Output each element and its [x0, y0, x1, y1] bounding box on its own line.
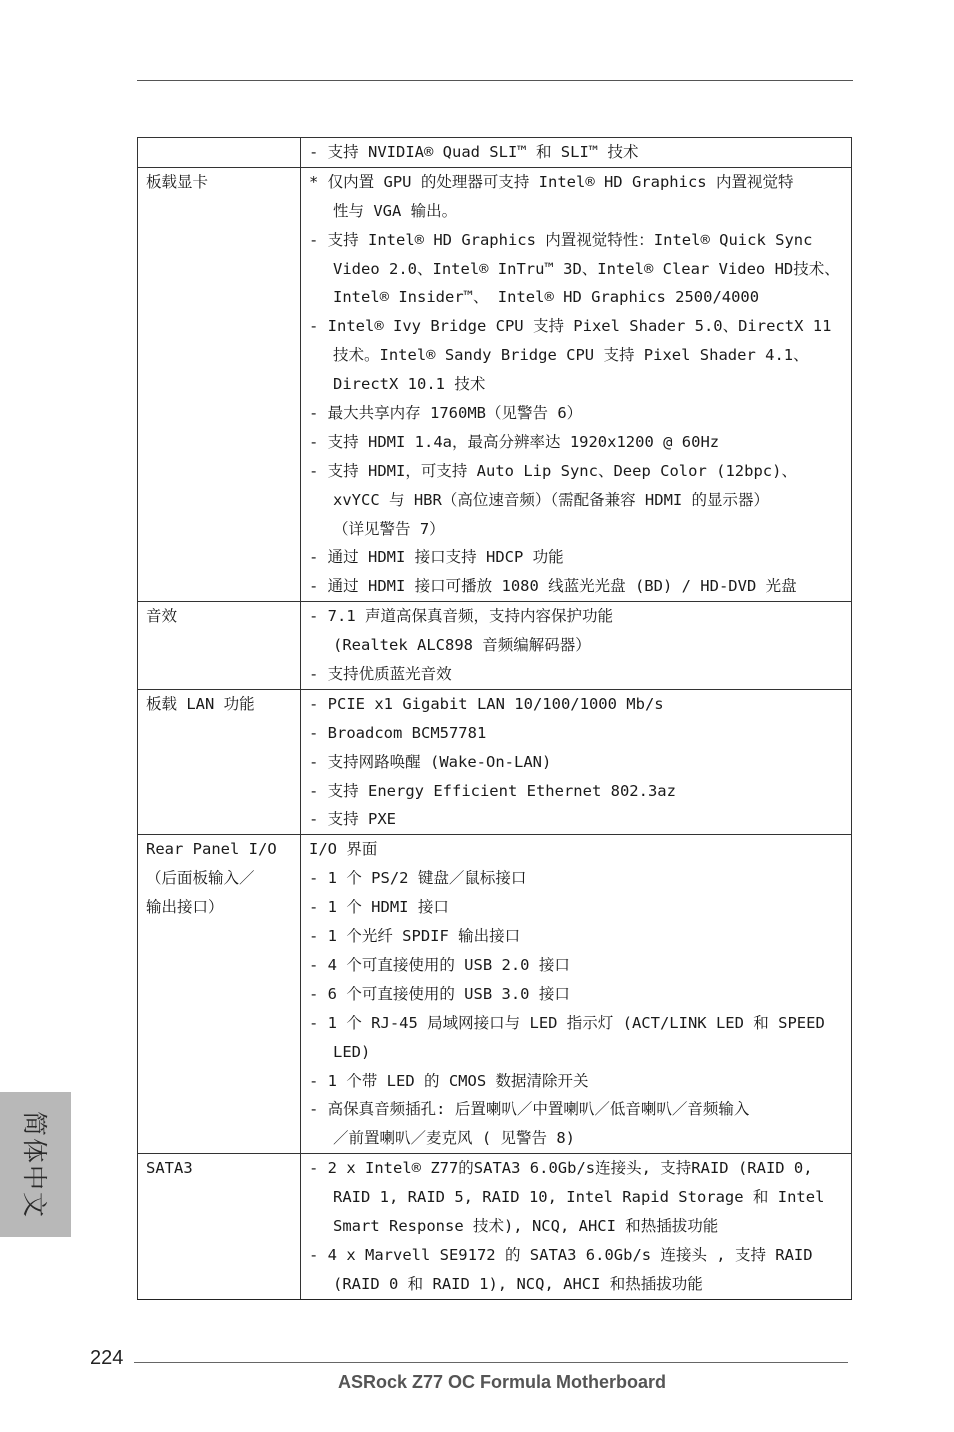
spec-line: I/O 界面: [309, 840, 378, 859]
spec-row: [138, 138, 852, 168]
spec-label-cell: [138, 1154, 301, 1299]
spec-line: - 支持 Energy Efficient Ethernet 802.3az: [309, 781, 676, 800]
spec-line: - 支持优质蓝光音效: [309, 665, 452, 684]
spec-line: LED): [333, 1042, 371, 1061]
spec-line: (Realtek ALC898 音频编解码器）: [333, 636, 591, 655]
spec-line: - PCIE x1 Gigabit LAN 10/100/1000 Mb/s: [309, 694, 664, 713]
spec-label-cell: [138, 835, 301, 1154]
spec-value-cell: [301, 689, 852, 834]
spec-label: [146, 138, 300, 167]
spec-label: 输出接口）: [146, 898, 224, 917]
spec-line: - Intel® Ivy Bridge CPU 支持 Pixel Shader 5.0、DirectX 11: [309, 317, 832, 336]
spec-line: - 1 个光纤 SPDIF 输出接口: [309, 927, 521, 946]
spec-line: - 4 x Marvell SE9172 的 SATA3 6.0Gb/s 连接头 , 支持 RAID: [309, 1245, 813, 1264]
spec-line: RAID 1, RAID 5, RAID 10, Intel Rapid Storage 和 Intel: [333, 1188, 825, 1207]
spec-label: Rear Panel I/O: [146, 840, 277, 859]
spec-label: 板载显卡: [146, 172, 209, 191]
page-number: 224: [90, 1347, 124, 1369]
spec-line: - 1 个 RJ-45 局域网接口与 LED 指示灯 (ACT/LINK LED 和 SPEED: [309, 1013, 825, 1032]
spec-line: - 支持 Intel® HD Graphics 内置视觉特性：Intel® Quick Sync: [309, 230, 813, 249]
spec-line: Video 2.0、Intel® InTru™ 3D、Intel® Clear Video HD技术、: [333, 259, 840, 278]
bottom-rule: [134, 1362, 848, 1363]
spec-line: - 通过 HDMI 接口可播放 1080 线蓝光光盘 (BD) / HD-DVD 光盘: [309, 577, 797, 596]
spec-line: * 仅内置 GPU 的处理器可支持 Intel® HD Graphics 内置视觉特: [309, 172, 794, 191]
spec-label: 音效: [146, 607, 178, 626]
spec-label-cell: [138, 167, 301, 601]
spec-label: SATA3: [146, 1159, 193, 1178]
spec-line: （详见警告 7）: [333, 519, 445, 538]
spec-line: 技术。Intel® Sandy Bridge CPU 支持 Pixel Shader 4.1、: [333, 346, 809, 365]
spec-line: xvYCC 与 HBR（高位速音频）（需配备兼容 HDMI 的显示器）: [333, 490, 770, 509]
spec-row: [138, 602, 852, 690]
spec-line: DirectX 10.1 技术: [333, 375, 486, 394]
spec-line: - 通过 HDMI 接口支持 HDCP 功能: [309, 548, 564, 567]
spec-row: [138, 1154, 852, 1299]
spec-line: - 1 个带 LED 的 CMOS 数据清除开关: [309, 1071, 589, 1090]
spec-row: [138, 689, 852, 834]
spec-line: Smart Response 技术), NCQ, AHCI 和热插拔功能: [333, 1216, 719, 1235]
spec-value-cell: [301, 167, 852, 601]
spec-label-cell: [138, 602, 301, 690]
side-tab-label: 简体中文: [19, 1110, 49, 1219]
spec-line: - 6 个可直接使用的 USB 3.0 接口: [309, 984, 570, 1003]
spec-value-cell: [301, 602, 852, 690]
spec-line: (RAID 0 和 RAID 1), NCQ, AHCI 和热插拔功能: [333, 1274, 703, 1293]
spec-line: - 支持 PXE: [309, 810, 396, 829]
spec-line: - 高保真音频插孔: 后置喇叭／中置喇叭／低音喇叭／音频输入: [309, 1100, 750, 1119]
spec-value-cell: [301, 138, 852, 168]
spec-line: - 7.1 声道高保真音频，支持内容保护功能: [309, 607, 613, 626]
footer-title: ASRock Z77 OC Formula Motherboard: [337, 1372, 667, 1392]
spec-line: - 支持 HDMI 1.4a，最高分辨率达 1920x1200 @ 60Hz: [309, 432, 720, 451]
spec-table: [137, 137, 852, 1300]
spec-line: - 1 个 HDMI 接口: [309, 898, 449, 917]
spec-label: 板载 LAN 功能: [146, 694, 255, 713]
spec-line: 性与 VGA 输出。: [333, 201, 458, 220]
spec-line: - 支持 HDMI，可支持 Auto Lip Sync、Deep Color (12bpc)、: [309, 461, 797, 480]
spec-line: ／前置喇叭／麦克风 ( 见警告 8): [333, 1129, 575, 1148]
language-side-tab: [0, 1092, 71, 1237]
spec-line: - 最大共享内存 1760MB（见警告 6）: [309, 404, 583, 423]
spec-line: - 1 个 PS/2 键盘／鼠标接口: [309, 869, 527, 888]
spec-value-cell: [301, 1154, 852, 1299]
spec-value-cell: [301, 835, 852, 1154]
spec-line: - Broadcom BCM57781: [309, 723, 487, 742]
spec-line: - 支持网路唤醒 (Wake-On-LAN): [309, 752, 552, 771]
spec-line: - 支持 NVIDIA® Quad SLI™ 和 SLI™ 技术: [309, 143, 639, 161]
spec-row: [138, 835, 852, 1154]
spec-label-cell: [138, 689, 301, 834]
spec-label-cell: [138, 138, 301, 168]
spec-line: - 2 x Intel® Z77的SATA3 6.0Gb/s连接头, 支持RAID (RAID 0,: [309, 1159, 813, 1178]
top-rule: [137, 80, 853, 81]
spec-line: - 4 个可直接使用的 USB 2.0 接口: [309, 955, 570, 974]
spec-line: Intel® Insider™、 Intel® HD Graphics 2500/4000: [333, 288, 760, 307]
spec-row: [138, 167, 852, 601]
spec-label: （后面板输入／: [146, 869, 255, 888]
